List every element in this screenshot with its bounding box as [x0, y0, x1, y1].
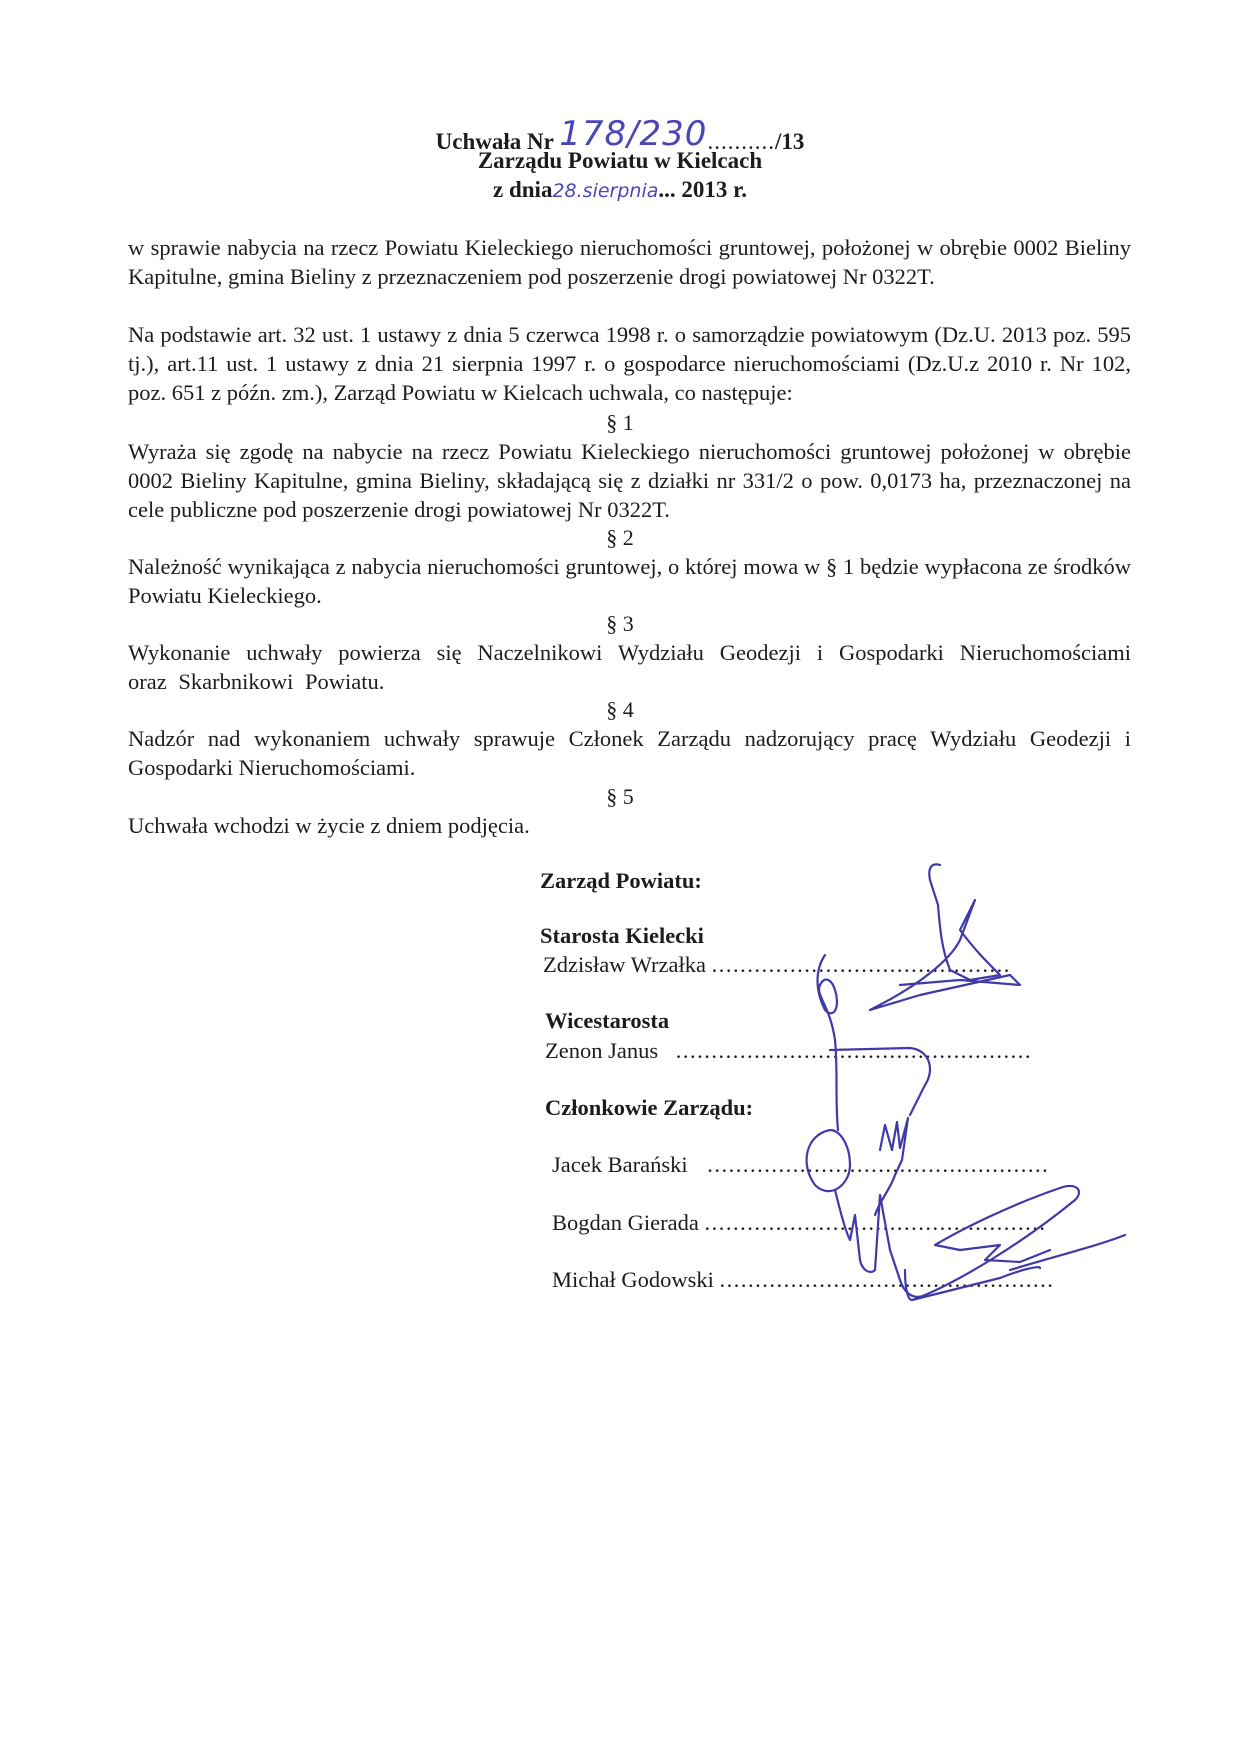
member-name: Bogdan Gierada: [552, 1210, 699, 1235]
starosta-signature-stroke: [870, 864, 1020, 1010]
starosta-name: Zdzisław Wrzałka: [543, 952, 706, 977]
wicestarosta-signature-line: [545, 1038, 1032, 1064]
resolution-date-line: [0, 177, 1240, 203]
member-name: Jacek Barański: [552, 1152, 688, 1177]
section-1-label: § 1: [606, 410, 634, 435]
starosta-dots: ..........................................: [711, 952, 1011, 977]
section-3-label: § 3: [606, 611, 634, 636]
member-dots: ................................................: [704, 1210, 1047, 1235]
board-heading: Zarząd Powiatu:: [540, 868, 702, 893]
section-5-label: § 5: [606, 784, 634, 809]
date-suffix: ... 2013 r.: [658, 177, 747, 202]
section-3-text: Wykonanie uchwały powierza się Naczelnikowi Wydziału Geodezji i Gospodarki Nieruchomościami oraz Skarbnikowi Powiatu.: [128, 640, 1131, 694]
resolution-number-prefix: Uchwała Nr: [435, 129, 560, 154]
section-4-text: Nadzór nad wykonaniem uchwały sprawuje Członek Zarządu nadzorujący pracę Wydziału Geodezji i Gospodarki Nieruchomościami.: [128, 726, 1131, 780]
section-2-text: Należność wynikająca z nabycia nieruchomości gruntowej, o której mowa w § 1 będzie wypłacona ze środków Powiatu Kieleckiego.: [128, 554, 1131, 608]
wicestarosta-dots: ..................................................: [675, 1038, 1032, 1063]
wicestarosta-title: Wicestarosta: [545, 1008, 670, 1033]
resolution-subject: w sprawie nabycia na rzecz Powiatu Kieleckiego nieruchomości gruntowej, położonej w obrębie 0002 Bieliny Kapitulne, gmina Bieliny z przeznaczeniem pod poszerzenie drogi powiatowej Nr 0322T.: [128, 235, 1131, 289]
member-signature-line: [552, 1210, 1046, 1236]
member-name: Michał Godowski: [552, 1267, 714, 1292]
handwritten-date: 28.sierpnia: [552, 180, 659, 202]
resolution-number-suffix: /13: [774, 129, 805, 154]
member-dots: ................................................: [707, 1152, 1050, 1177]
issuing-body: Zarządu Powiatu w Kielcach: [477, 148, 763, 173]
handwritten-resolution-number: 178/230: [559, 114, 708, 154]
legal-basis: Na podstawie art. 32 ust. 1 ustawy z dnia 5 czerwca 1998 r. o samorządzie powiatowym (Dz.U. 2013 poz. 595 tj.), art.11 ust. 1 ustawy z dnia 21 sierpnia 1997 r. o gospodarce nieruchomościami (Dz.U.z 2010 r. Nr 102, poz. 651 z późn. zm.), Zarząd Powiatu w Kielcach uchwala, co następuje:: [128, 322, 1131, 405]
resolution-number-dots: ..........: [707, 129, 775, 154]
member-dots: ...............................................: [719, 1267, 1055, 1292]
section-1-text: Wyraża się zgodę na nabycie na rzecz Powiatu Kieleckiego nieruchomości gruntowej położonej w obrębie 0002 Bieliny Kapitulne, gmina Bieliny, składającą się z działki nr 331/2 o pow. 0,0173 ha, przeznaczonej na cele publiczne pod poszerzenie drogi powiatowej Nr 0322T.: [128, 439, 1131, 522]
member-signature-line: [552, 1267, 1054, 1293]
starosta-signature-line: [543, 952, 1011, 978]
wicestarosta-name: Zenon Janus: [545, 1038, 659, 1063]
section-5-text: Uchwała wchodzi w życie z dniem podjęcia.: [128, 813, 530, 838]
section-2-label: § 2: [606, 525, 634, 550]
date-prefix: z dnia: [493, 177, 553, 202]
section-4-label: § 4: [606, 697, 634, 722]
members-heading: Członkowie Zarządu:: [545, 1095, 754, 1120]
member-signature-line: [552, 1152, 1049, 1178]
starosta-title: Starosta Kielecki: [540, 923, 704, 948]
